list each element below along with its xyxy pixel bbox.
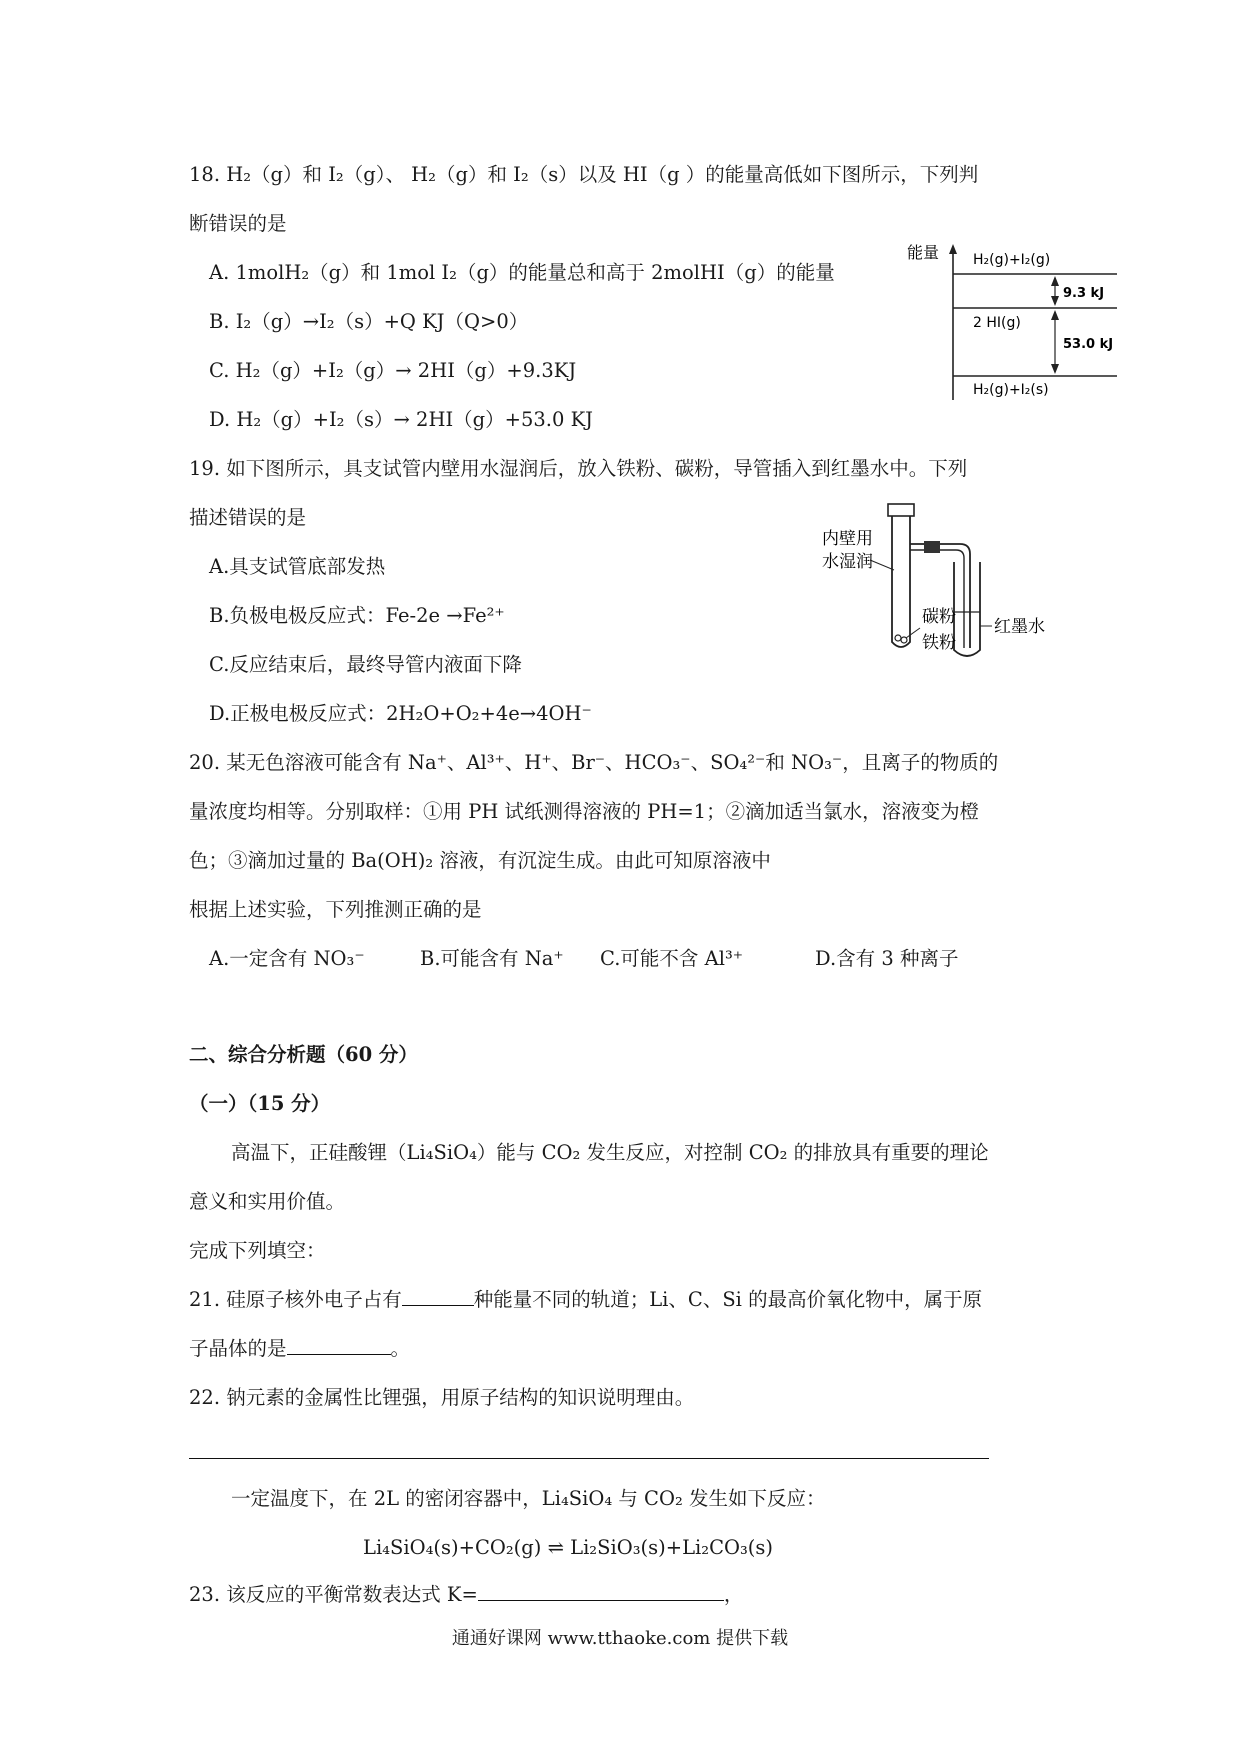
q18-stem-line1: 18. H₂（g）和 I₂（g）、 H₂（g）和 I₂（s）以及 HI（g ）的能量高低如下图所示，下列判	[189, 163, 979, 186]
iron-powder	[895, 635, 901, 641]
q22-stem: 22. 钠元素的金属性比锂强，用原子结构的知识说明理由。	[189, 1386, 695, 1409]
q21-line1	[189, 1287, 982, 1313]
q21-blank-atomic-crystal[interactable]	[287, 1336, 391, 1355]
energy-level-diagram	[905, 240, 1125, 402]
q21-line2	[189, 1336, 410, 1362]
q20-stem-line4: 根据上述实验，下列推测正确的是	[189, 898, 482, 921]
label-wall-line1: 内壁用	[822, 529, 873, 549]
q19-option-c: C.反应结束后，最终导管内液面下降	[209, 653, 522, 676]
q21-blank-orbitals[interactable]	[402, 1287, 474, 1306]
q19-stem-line2: 描述错误的是	[189, 506, 307, 529]
small-test-tube	[954, 562, 980, 656]
q18-option-d: D. H₂（g）+I₂（s）→ 2HI（g）+53.0 KJ	[209, 408, 593, 431]
gap1-arrowtail-icon	[1051, 276, 1059, 286]
test-tube-apparatus-diagram	[820, 500, 1060, 662]
section2-intro-line2: 意义和实用价值。	[189, 1190, 346, 1213]
wall-leader-line	[870, 560, 894, 570]
section2-title: 二、综合分析题（60 分）	[189, 1043, 418, 1066]
q20-stem-line2: 量浓度均相等。分别取样：①用 PH 试纸测得溶液的 PH=1；②滴加适当氯水，溶液变为橙	[189, 800, 980, 823]
q21-text-b: 种能量不同的轨道；Li、C、Si 的最高价氧化物中，属于原	[473, 1288, 983, 1311]
label-carbon-powder: 碳粉	[922, 607, 956, 627]
q20-option-c: C.可能不含 Al³⁺	[600, 947, 744, 970]
q18-option-b: B. I₂（g）→I₂（s）+Q KJ（Q>0）	[209, 310, 529, 333]
q18-stem-line2: 断错误的是	[189, 212, 287, 235]
level-top-label: H₂(g)+I₂(g)	[973, 252, 1051, 268]
q19-option-d: D.正极电极反应式：2H₂O+O₂+4e→4OH⁻	[209, 702, 592, 725]
section2-fill-prompt: 完成下列填空：	[189, 1239, 326, 1262]
label-wall-line2: 水湿润	[822, 552, 873, 572]
level-mid-label: 2 HI(g)	[973, 315, 1021, 331]
powder-leader-line	[906, 628, 920, 638]
branched-test-tube	[892, 516, 910, 647]
q23-blank-k-expression[interactable]	[478, 1582, 724, 1601]
energy-axis-label: 能量	[907, 243, 940, 262]
q23-text-a: 23. 该反应的平衡常数表达式 K=	[189, 1583, 478, 1606]
reaction-intro: 一定温度下，在 2L 的密闭容器中，Li₄SiO₄ 与 CO₂ 发生如下反应：	[231, 1487, 826, 1510]
q20-stem-line1: 20. 某无色溶液可能含有 Na⁺、Al³⁺、H⁺、Br⁻、HCO₃⁻、SO₄²⁻和 NO₃⁻，且离子的物质的	[189, 751, 999, 774]
q18-option-a: A. 1molH₂（g）和 1mol I₂（g）的能量总和高于 2molHI（g）的能量	[209, 261, 835, 284]
reaction-equation: Li₄SiO₄(s)+CO₂(g) ⇌ Li₂SiO₃(s)+Li₂CO₃(s)	[363, 1536, 774, 1559]
section2-intro-line1: 高温下，正硅酸锂（Li₄SiO₄）能与 CO₂ 发生反应，对控制 CO₂ 的排放具有重要的理论	[231, 1141, 989, 1164]
gap2-label: 53.0 kJ	[1063, 337, 1114, 352]
q21-text-d: 。	[390, 1337, 411, 1360]
page-footer: 通通好课网 www.tthaoke.com 提供下载	[451, 1628, 789, 1649]
gap1-arrowhead-icon	[1051, 296, 1059, 306]
rubber-joint	[924, 541, 940, 553]
energy-axis-arrow-icon	[949, 244, 957, 254]
q20-stem-line3: 色；③滴加过量的 Ba(OH)₂ 溶液，有沉淀生成。由此可知原溶液中	[189, 849, 771, 872]
tube-stopper	[888, 504, 914, 516]
q23-line	[189, 1582, 743, 1608]
q23-text-b: ，	[723, 1583, 744, 1606]
q21-text-a: 21. 硅原子核外电子占有	[189, 1288, 402, 1311]
q20-option-d: D.含有 3 种离子	[815, 947, 959, 970]
gap2-arrowhead-icon	[1051, 364, 1059, 374]
gap1-label: 9.3 kJ	[1063, 286, 1105, 301]
gap2-arrowtail-icon	[1051, 310, 1059, 320]
q20-option-b: B.可能含有 Na⁺	[420, 947, 564, 970]
q22-answer-line[interactable]	[189, 1458, 989, 1459]
q20-option-a: A.一定含有 NO₃⁻	[209, 947, 365, 970]
q19-option-b: B.负极电极反应式：Fe-2e →Fe²⁺	[209, 604, 505, 627]
q19-stem-line1: 19. 如下图所示，具支试管内壁用水湿润后，放入铁粉、碳粉，导管插入到红墨水中。下列	[189, 457, 968, 480]
label-iron-powder: 铁粉	[922, 633, 956, 653]
q19-option-a: A.具支试管底部发热	[209, 555, 386, 578]
label-red-ink: 红墨水	[994, 617, 1045, 637]
q18-option-c: C. H₂（g）+I₂（g）→ 2HI（g）+9.3KJ	[209, 359, 577, 382]
q21-text-c: 子晶体的是	[189, 1337, 287, 1360]
section2-part1-heading: （一）（15 分）	[189, 1092, 331, 1115]
level-bottom-label: H₂(g)+I₂(s)	[973, 382, 1049, 398]
